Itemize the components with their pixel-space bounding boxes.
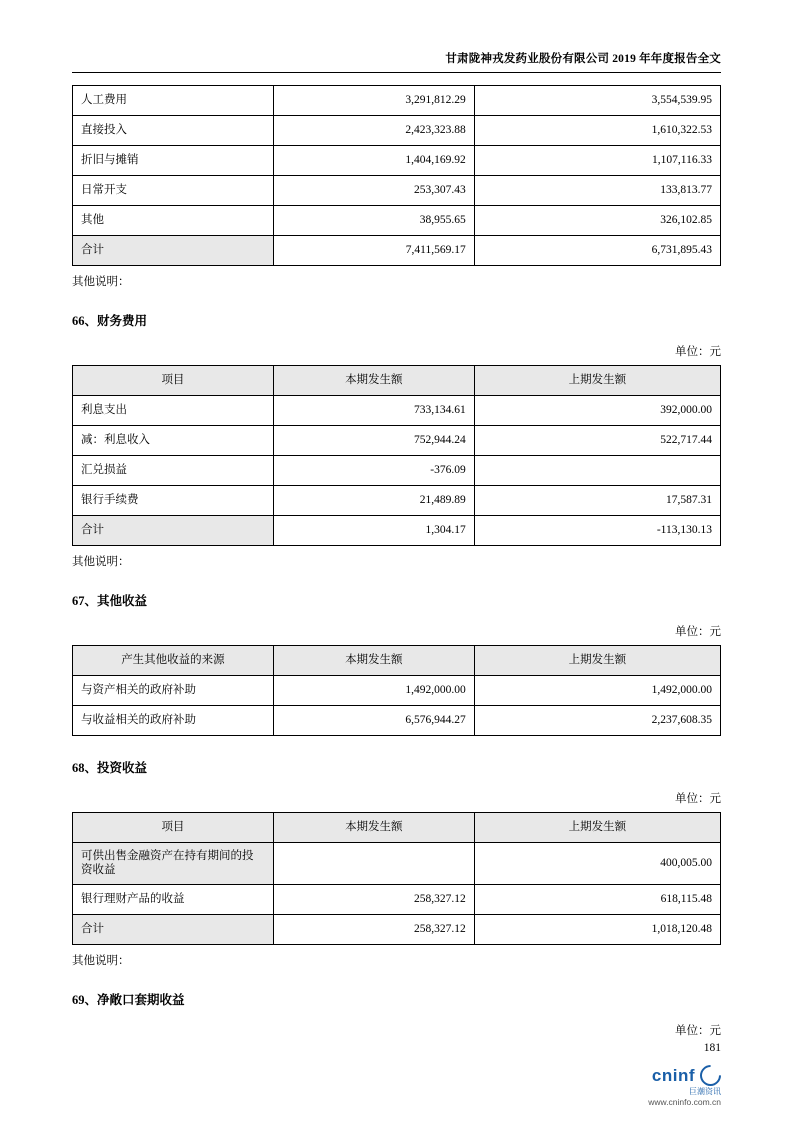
cell-label: 与收益相关的政府补助	[73, 706, 274, 736]
section-title-69: 69、净敞口套期收益	[72, 992, 185, 1007]
table-financial-expense	[72, 365, 721, 546]
cell-previous: -113,130.13	[474, 516, 720, 546]
cell-current: 253,307.43	[273, 176, 474, 206]
cell-label: 汇兑损益	[73, 456, 274, 486]
cell-previous: 1,107,116.33	[474, 146, 720, 176]
column-header: 本期发生额	[273, 366, 474, 396]
table-row	[73, 206, 721, 236]
cell-current: 38,955.65	[273, 206, 474, 236]
table-row	[73, 706, 721, 736]
logo-wordmark: cninf	[651, 1065, 695, 1085]
cell-current: -376.09	[273, 456, 474, 486]
table-rd-expense	[72, 85, 721, 266]
column-header: 项目	[73, 366, 274, 396]
table-header-row	[73, 366, 721, 396]
table-row	[73, 86, 721, 116]
header-divider	[72, 72, 721, 73]
column-header: 本期发生额	[273, 646, 474, 676]
cell-current: 258,327.12	[273, 914, 474, 944]
table-row	[73, 176, 721, 206]
table-rd-expense-wrap	[72, 85, 721, 266]
cell-current: 6,576,944.27	[273, 706, 474, 736]
cell-current: 2,423,323.88	[273, 116, 474, 146]
table-investment-income	[72, 812, 721, 945]
cell-label: 银行手续费	[73, 486, 274, 516]
table-row	[73, 884, 721, 914]
cninfo-swirl-icon	[696, 1061, 726, 1091]
cell-label: 利息支出	[73, 396, 274, 426]
cell-current: 1,304.17	[273, 516, 474, 546]
cell-label: 日常开支	[73, 176, 274, 206]
table-row-total	[73, 236, 721, 266]
cell-current: 258,327.12	[273, 884, 474, 914]
cell-label: 折旧与摊销	[73, 146, 274, 176]
cell-previous: 1,018,120.48	[474, 914, 720, 944]
cninfo-logo	[648, 1065, 721, 1108]
table-other-income	[72, 645, 721, 736]
column-header: 上期发生额	[474, 366, 720, 396]
cell-label: 与资产相关的政府补助	[73, 676, 274, 706]
cell-current: 21,489.89	[273, 486, 474, 516]
cell-current: 752,944.24	[273, 426, 474, 456]
note-other-explanation-66: 其他说明：	[72, 556, 130, 568]
cell-current	[273, 843, 474, 885]
unit-label-68: 单位：元	[675, 793, 721, 805]
column-header: 产生其他收益的来源	[73, 646, 274, 676]
cell-previous: 3,554,539.95	[474, 86, 720, 116]
note-other-explanation-68: 其他说明：	[72, 954, 130, 967]
cell-label: 直接投入	[73, 116, 274, 146]
cell-previous: 522,717.44	[474, 426, 720, 456]
cell-current: 733,134.61	[273, 396, 474, 426]
cell-label: 其他	[73, 206, 274, 236]
cell-previous: 618,115.48	[474, 884, 720, 914]
header-title: 甘肃陇神戎发药业股份有限公司 2019 年年度报告全文	[445, 53, 721, 65]
cell-label: 合计	[73, 914, 274, 944]
cell-previous: 1,610,322.53	[474, 116, 720, 146]
cell-current: 1,404,169.92	[273, 146, 474, 176]
section-title-68: 68、投资收益	[72, 761, 148, 775]
note-other-explanation: 其他说明：	[72, 276, 130, 288]
column-header: 本期发生额	[273, 813, 474, 843]
table-row	[73, 676, 721, 706]
table-row	[73, 116, 721, 146]
table-row	[73, 486, 721, 516]
cell-current: 3,291,812.29	[273, 86, 474, 116]
unit-label-69: 单位：元	[675, 1024, 721, 1037]
logo-url: www.cninfo.com.cn	[648, 1097, 721, 1108]
cell-label: 人工费用	[73, 86, 274, 116]
table-header-row	[73, 813, 721, 843]
cell-current: 7,411,569.17	[273, 236, 474, 266]
unit-label-66: 单位：元	[675, 346, 721, 358]
table-row	[73, 396, 721, 426]
cell-previous	[474, 456, 720, 486]
unit-label-67: 单位：元	[675, 626, 721, 638]
cell-previous: 2,237,608.35	[474, 706, 720, 736]
table-row	[73, 146, 721, 176]
table-header-row	[73, 646, 721, 676]
logo-subtitle: 巨潮资讯	[689, 1087, 721, 1097]
column-header: 项目	[73, 813, 274, 843]
cell-current: 1,492,000.00	[273, 676, 474, 706]
cell-label: 可供出售金融资产在持有期间的投资收益	[73, 843, 274, 885]
table-row	[73, 456, 721, 486]
cell-previous: 326,102.85	[474, 206, 720, 236]
cell-label: 合计	[73, 516, 274, 546]
section-title-67: 67、其他收益	[72, 594, 148, 608]
cell-previous: 1,492,000.00	[474, 676, 720, 706]
table-row	[73, 426, 721, 456]
cell-label: 减：利息收入	[73, 426, 274, 456]
cell-label: 合计	[73, 236, 274, 266]
cell-previous: 392,000.00	[474, 396, 720, 426]
cell-previous: 6,731,895.43	[474, 236, 720, 266]
column-header: 上期发生额	[474, 646, 720, 676]
table-row	[73, 843, 721, 885]
table-row-total	[73, 914, 721, 944]
table-row-total	[73, 516, 721, 546]
section-title-66: 66、财务费用	[72, 314, 148, 328]
cell-previous: 400,005.00	[474, 843, 720, 885]
page-number: 181	[703, 1042, 721, 1054]
page-header	[72, 0, 721, 66]
column-header: 上期发生额	[474, 813, 720, 843]
cell-previous: 17,587.31	[474, 486, 720, 516]
cell-label: 银行理财产品的收益	[73, 884, 274, 914]
cell-previous: 133,813.77	[474, 176, 720, 206]
